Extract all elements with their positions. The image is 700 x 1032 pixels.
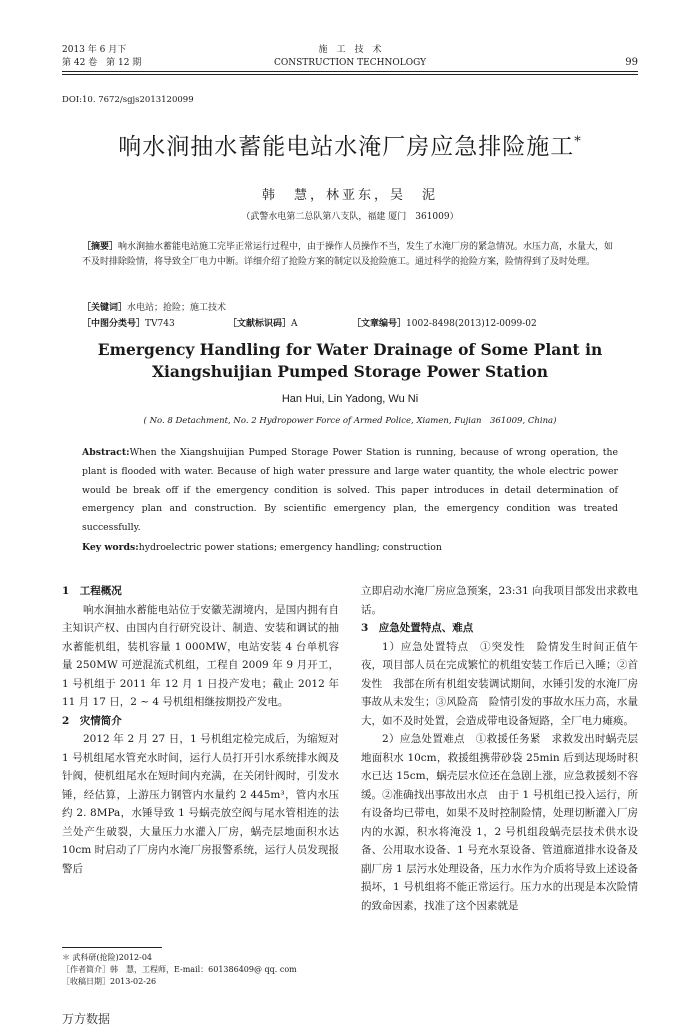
authors-cn: 韩 慧，林亚东，吴 泥	[261, 188, 438, 203]
keywords-cn-text: 水电站；抢险；施工技术	[127, 303, 227, 313]
article-no-label: ［文章编号］	[352, 319, 407, 329]
affiliation-en: ( No. 8 Detachment, No. 2 Hydropower Force of Armed Police, Xiamen, Fujian 361009, China)	[143, 416, 557, 426]
article-no-value: 1002-8498(2013)12-0099-02	[406, 319, 537, 329]
section-1-paragraph: 响水涧抽水蓄能电站位于安徽芜湖境内，是国内拥有自主知识产权、由国内自行研究设计、制造、安装和调试的抽水蓄能机组，装机容量 1 000MW，电站安装 4 台单机容量 250MW 可逆混流式机组，工程自 2009 年 9 月开工，1 号机组于 2011 年 12 月 1 日投产发电；截止 2012 年 11 月 17 日，2 ~ 4 号机组相继按期投产发电。	[62, 603, 339, 708]
clc-field	[82, 316, 175, 329]
clc-value: TV743	[145, 319, 175, 329]
journal-title-cn: 施 工 技 术	[318, 45, 382, 55]
volume-issue: 第 42 卷 第 12 期	[62, 58, 142, 68]
doc-code-field	[228, 316, 298, 329]
abstract-cn-label: ［摘要］	[82, 242, 119, 252]
header-rule-thin	[62, 74, 638, 75]
section-2-heading: 2 灾情简介	[62, 714, 122, 727]
section-3-paragraph-2: 2）应急处置难点 ①救援任务紧 求救发出时蜗壳层地面积水 10cm，救援组携带砂袋 25min 后到达现场时积水已达 15cm，蜗壳层水位还在急剧上涨，应急救援刻不容缓。②准确找出事故出水点 由于 1 号机组已投入运行，所有设备均已带电，如果不及时控制险情，处理切断灌入厂房内的水源，积水将淹没 1，2 号机组段蜗壳层技术供水设备、公用取水设备、1 号充水泵设备、管道廊道排水设备及副厂房 1 层污水处理设备，压力水作为介质将导致上述设备损坏，1 号机组将不能正常运行。压力水的出现是本次险情的致命因素，找准了这个因素就是	[361, 733, 638, 912]
section-1-heading: 1 工程概况	[62, 585, 122, 597]
keywords-cn	[82, 301, 618, 316]
footnote-rule	[62, 947, 162, 948]
title-en-line-2: Xiangshuijian Pumped Storage Power Station	[151, 362, 549, 381]
keywords-cn-label: ［关键词］	[82, 303, 128, 313]
doi: DOI:10. 7672/sgjs2013120099	[62, 95, 194, 105]
footnote-author: ［作者简介］韩 慧，工程师，E-mail：601386409@ qq. com	[62, 965, 297, 974]
body-column-right	[361, 582, 638, 915]
title-footnote-mark: *	[574, 134, 582, 150]
article-title-en	[62, 339, 638, 383]
abstract-en-label: Abstract:	[82, 447, 130, 458]
page-number: 99	[625, 57, 638, 68]
running-header-journal	[250, 44, 450, 70]
running-header-left	[62, 44, 141, 70]
abstract-en-text: When the Xiangshuijian Pumped Storage Power Station is running, because of wrong operation, the plant is flooded with water. Because of high water pressure and large water quantity, the whole electric power would be break off if the emergency condition is solved. This paper introduces in detail determination of emergency plan and construction. By scientific emergency plan, the emergency condition was treated successfully.	[82, 447, 618, 534]
title-text: 响水涧抽水蓄能电站水淹厂房应急排险施工	[118, 134, 575, 160]
abstract-en	[82, 444, 618, 538]
keywords-en-label: Key words:	[82, 542, 139, 553]
title-en-line-1: Emergency Handling for Water Drainage of Some Plant in	[97, 340, 603, 359]
keywords-en-text: hydroelectric power stations; emergency handling; construction	[138, 542, 442, 553]
journal-title-en: CONSTRUCTION TECHNOLOGY	[273, 58, 427, 68]
doc-code-value: A	[291, 319, 298, 329]
section-2-paragraph: 2012 年 2 月 27 日，1 号机组定检完成后，为缩短对 1 号机组尾水管充水时间，运行人员打开引水系统排水阀及针阀，使机组尾水在短时间内充满，在关闭针阀时，引发水锤，经估算，上游压力钢管内水量约 2 445m³，管内水压约 2. 8MPa，水锤导致 1 号蜗壳放空阀与尾水管相连的法兰处产生破裂，大量压力水灌入厂房，蜗壳层地面积水达 10cm 时启动了厂房内水淹厂房报警系统，运行人员发现报警后	[62, 733, 339, 875]
footnotes	[62, 952, 342, 988]
footnote-received: ［收稿日期］2013-02-26	[62, 977, 157, 986]
article-title-cn	[62, 128, 638, 161]
abstract-cn-text: 响水涧抽水蓄能电站施工完毕正常运行过程中，由于操作人员操作不当，发生了水淹厂房的紧急情况。水压力高，水量大，如不及时排除险情，将导致全厂电力中断。详细介绍了抢险方案的制定以及抢险施工。通过科学的抢险方案，险情得到了及时处理。	[82, 242, 614, 267]
footnote-fund: ＊ 武科研(抢险)2012-04	[62, 953, 153, 962]
header-rule-thick	[62, 71, 638, 72]
source-watermark: 万方数据	[62, 1012, 111, 1026]
keywords-en	[82, 542, 618, 553]
affiliation-cn: （武警水电第二总队第八支队，福建 厦门 361009）	[241, 212, 459, 222]
authors-en: Han Hui, Lin Yadong, Wu Ni	[281, 393, 419, 405]
doc-code-label: ［文献标识码］	[228, 319, 292, 329]
continued-paragraph: 立即启动水淹厂房应急预案，23:31 向我项目部发出求救电话。	[361, 585, 638, 616]
section-3-paragraph-1: 1）应急处置特点 ①突发性 险情发生时间正值午夜，项目部人员在完成繁忙的机组安装工作后已入睡；②首发性 我部在所有机组安装调试期间，水锤引发的水淹厂房事故从未发生；③风险高 险情引发的事故水压力高，水量大，如不及时处置，会造成带电设备短路，全厂电力瘫痪。	[361, 640, 638, 727]
article-no-field	[352, 316, 537, 329]
clc-label: ［中图分类号］	[82, 319, 146, 329]
abstract-cn	[82, 240, 618, 270]
body-column-left	[62, 582, 339, 878]
issue-date: 2013 年 6 月下	[62, 45, 127, 55]
section-3-heading: 3 应急处置特点、难点	[361, 622, 474, 634]
